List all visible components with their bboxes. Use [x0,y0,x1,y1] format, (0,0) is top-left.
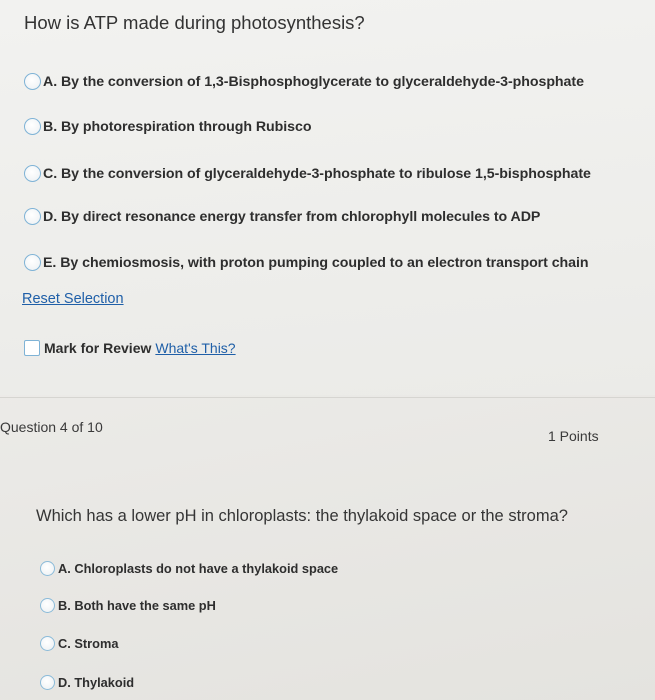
answer-option-d[interactable] [24,208,540,225]
answer-option-label: E. By chemiosmosis, with proton pumping coupled to an electron transport chain [43,254,589,271]
radio-button-c[interactable] [24,165,41,182]
mark-for-review-checkbox[interactable] [24,340,40,356]
question-divider [0,397,655,398]
answer-option-label: C. Stroma [58,636,119,651]
answer-option-b[interactable] [24,118,311,135]
mark-for-review [24,340,236,356]
answer-option-e[interactable] [24,254,589,271]
answer-option-label: C. By the conversion of glyceraldehyde-3-phosphate to ribulose 1,5-bisphosphate [43,165,591,182]
answer-option-b[interactable] [40,598,216,613]
mark-for-review-label: Mark for Review [44,340,152,356]
radio-button-c[interactable] [40,636,55,651]
answer-option-label: D. By direct resonance energy transfer from chlorophyll molecules to ADP [43,208,541,225]
answer-option-c[interactable] [24,165,591,182]
question-title: Which has a lower pH in chloroplasts: the thylakoid space or the stroma? [36,507,568,525]
radio-button-a[interactable] [24,73,41,90]
answer-option-c[interactable] [40,636,118,651]
whats-this-link[interactable]: What's This? [155,340,236,356]
question-points: 1 Points [548,428,599,444]
radio-button-d[interactable] [24,208,41,225]
answer-option-label: B. Both have the same pH [58,598,216,613]
radio-button-b[interactable] [40,598,55,613]
radio-button-b[interactable] [24,118,41,135]
answer-option-a[interactable] [24,73,584,90]
answer-option-label: B. By photorespiration through Rubisco [43,118,312,135]
radio-button-d[interactable] [40,675,55,690]
question-counter: Question 4 of 10 [0,419,103,435]
question-title: How is ATP made during photosynthesis? [24,12,365,33]
radio-button-e[interactable] [24,254,41,271]
reset-selection-link[interactable]: Reset Selection [22,291,124,307]
answer-option-a[interactable] [40,561,338,576]
radio-button-a[interactable] [40,561,55,576]
answer-option-d[interactable] [40,675,134,690]
answer-option-label: A. Chloroplasts do not have a thylakoid space [58,561,339,576]
answer-option-label: A. By the conversion of 1,3-Bisphosphoglycerate to glyceraldehyde-3-phosphate [43,73,584,90]
answer-option-label: D. Thylakoid [58,675,135,690]
